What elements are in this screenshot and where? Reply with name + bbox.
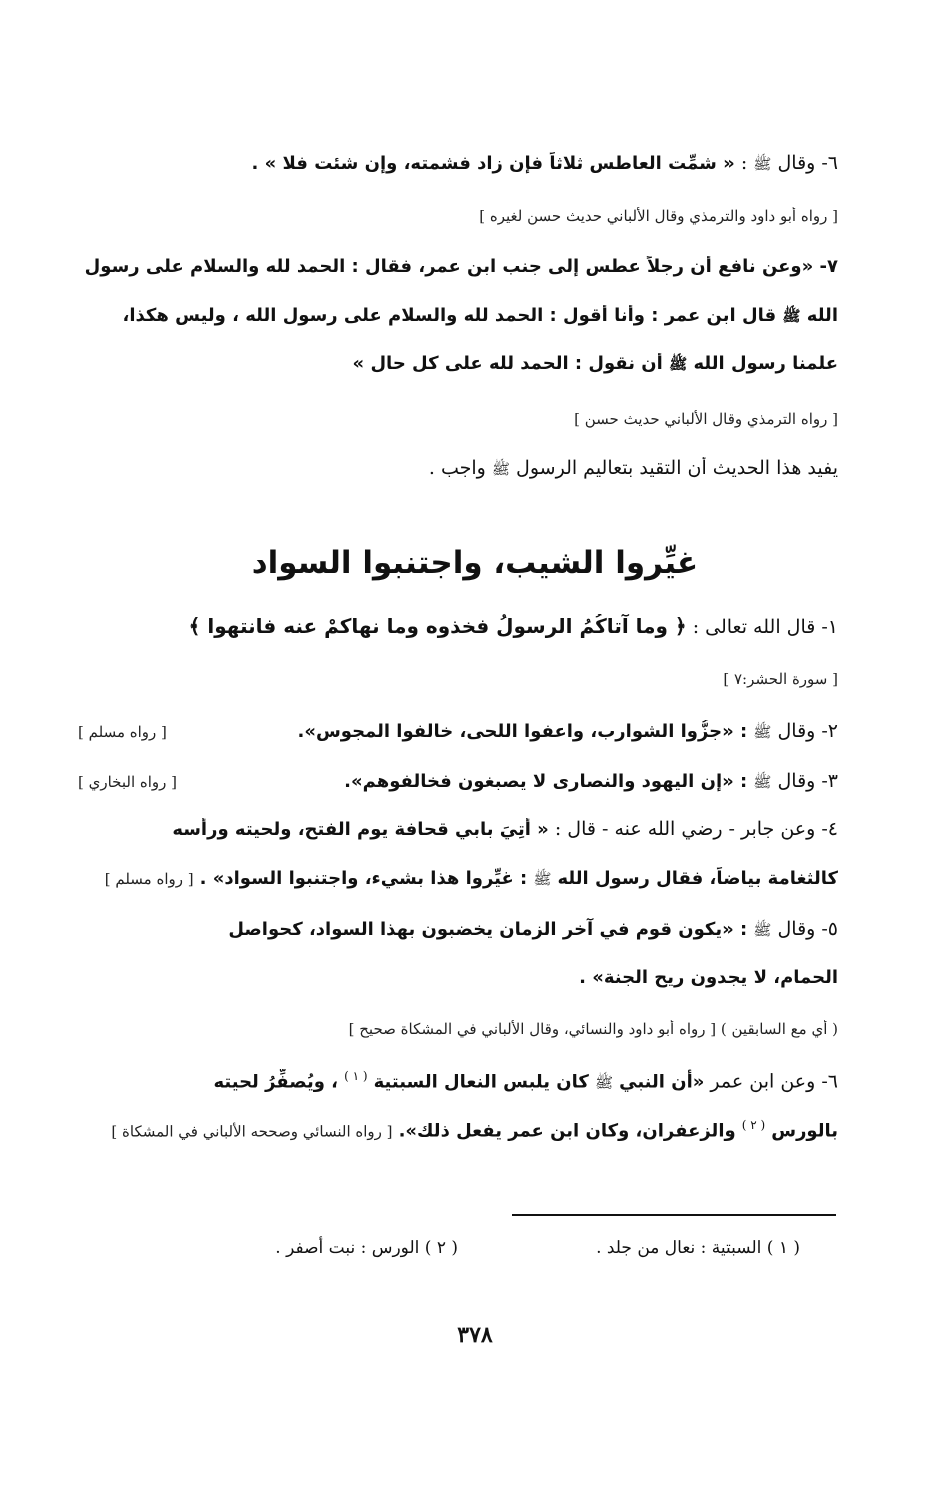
item-4-text: « أُتِيَ بابي قحافة يوم الفتح، ولحيته ورأسه [172,819,549,840]
item-4-text: كالثغامة بياضاً، فقال رسول الله [557,868,838,889]
item-1-source: [ سورة الحشر:٧ ] [723,670,838,688]
hadith-6-source: [ رواه أبو داود والترمذي وقال الألباني حديث حسن لغيره ] [479,207,838,225]
item-5-line-1 [78,918,838,942]
item-5-text: : «يكون قوم في آخر الزمان يخضبون بهذا السواد، كحواصل [228,919,748,940]
item-2-intro: ٢- وقال [777,720,838,742]
page-number: ٣٧٨ [457,1322,493,1348]
item-6-source: [ رواه النسائي وصححه الألباني في المشكاة ] [111,1122,393,1141]
item-2-source: [ رواه مسلم ] [78,723,167,741]
section-heading: غيِّروا الشيب، واجتنبوا السواد [251,545,699,581]
hadith-7-line-2 [78,305,838,328]
hadith-7-text: أن نقول : الحمد لله على كل حال » [352,353,663,374]
item-5-line-2: الحمام، لا يجدون ريح الجنة» . [579,967,838,988]
item-5-intro: ٥- وقال [777,918,838,940]
footnote-divider [512,1214,836,1216]
salla-symbol: ﷺ [753,723,772,741]
item-6-text: «أن النبي [619,1071,705,1093]
salla-symbol: ﷺ [753,921,772,939]
item-2-line [78,720,838,744]
item-3-intro: ٣- وقال [777,770,838,792]
footnote-ref-2[interactable]: ( ٢ ) [741,1118,766,1132]
salla-symbol: ﷺ [594,1073,614,1092]
commentary-text: واجب . [428,457,486,479]
commentary-text: يفيد هذا الحديث أن التقيد بتعاليم الرسول [516,457,838,479]
salla-symbol: ﷺ [669,355,688,373]
footnote-2: ( ٢ ) الورس : نبت أصفر . [275,1238,458,1258]
salla-symbol: ﷺ [782,307,801,325]
hadith-6-intro: ٦- وقال [777,152,838,174]
salla-symbol: ﷺ [533,870,552,888]
item-4-source: [ رواه مسلم ] [104,870,194,888]
item-6-text: كان يلبس النعال السبتية [373,1071,589,1093]
item-4-line-1 [78,818,838,842]
colon: : [740,152,748,174]
item-6-intro: ٦- وعن ابن عمر [710,1070,838,1093]
hadith-7-line-1: ٧- «وعن نافع أن رجلاً عطس إلى جنب ابن عمر، فقال : الحمد لله والسلام على رسول [84,256,838,277]
salla-symbol: ﷺ [753,155,772,173]
hadith-6-line [78,152,838,176]
hadith-6-text: « شمِّت العاطس ثلاثاً فإن زاد فشمته، وإن شئت فلا » . [251,153,735,174]
item-6-line-1 [78,1069,838,1094]
item-4-intro: ٤- وعن جابر - رضي الله عنه - قال : [554,818,838,840]
item-6-line-2 [78,1118,838,1143]
item-1-line [78,614,838,640]
item-4-line-2 [78,867,838,891]
commentary-line [78,457,838,481]
item-5-source: ( أي مع السابقين ) [ رواه أبو داود والنسائي، وقال الألباني في المشكاة صحيح ] [348,1020,838,1038]
item-6-text: والزعفران، وكان ابن عمر يفعل ذلك». [398,1120,736,1142]
salla-symbol: ﷺ [491,460,510,478]
hadith-7-word: الله [806,305,838,326]
item-1-intro: ١- قال الله تعالى : [692,616,838,638]
footnote-1: ( ١ ) السبتية : نعال من جلد . [596,1238,800,1258]
salla-symbol: ﷺ [753,773,772,791]
item-3-source: [ رواه البخاري ] [78,773,178,791]
quran-verse: ﴿ وما آتاكُمُ الرسولُ فخذوه وما نهاكمْ عنه فانتهوا ﴾ [188,614,687,638]
footnote-ref-1[interactable]: ( ١ ) [344,1069,368,1083]
item-4-text: : غيِّروا هذا بشيء، واجتنبوا السواد» . [199,868,528,889]
hadith-7-text: علمنا رسول الله [693,353,838,374]
item-6-text: ، ويُصفِّرُ لحيته [213,1071,339,1093]
item-3-line [78,770,838,794]
item-6-text: بالورس [771,1120,838,1142]
item-3-text: : «إن اليهود والنصارى لا يصبغون فخالفوهم». [344,771,748,792]
hadith-7-text: قال ابن عمر : وأنا أقول : الحمد لله والسلام على رسول الله ، وليس هكذا، [122,305,777,326]
hadith-7-source: [ رواه الترمذي وقال الألباني حديث حسن ] [574,410,838,428]
hadith-7-line-3 [78,353,838,376]
item-2-text: : «جزُّوا الشوارب، واعفوا اللحى، خالفوا المجوس». [297,721,748,742]
